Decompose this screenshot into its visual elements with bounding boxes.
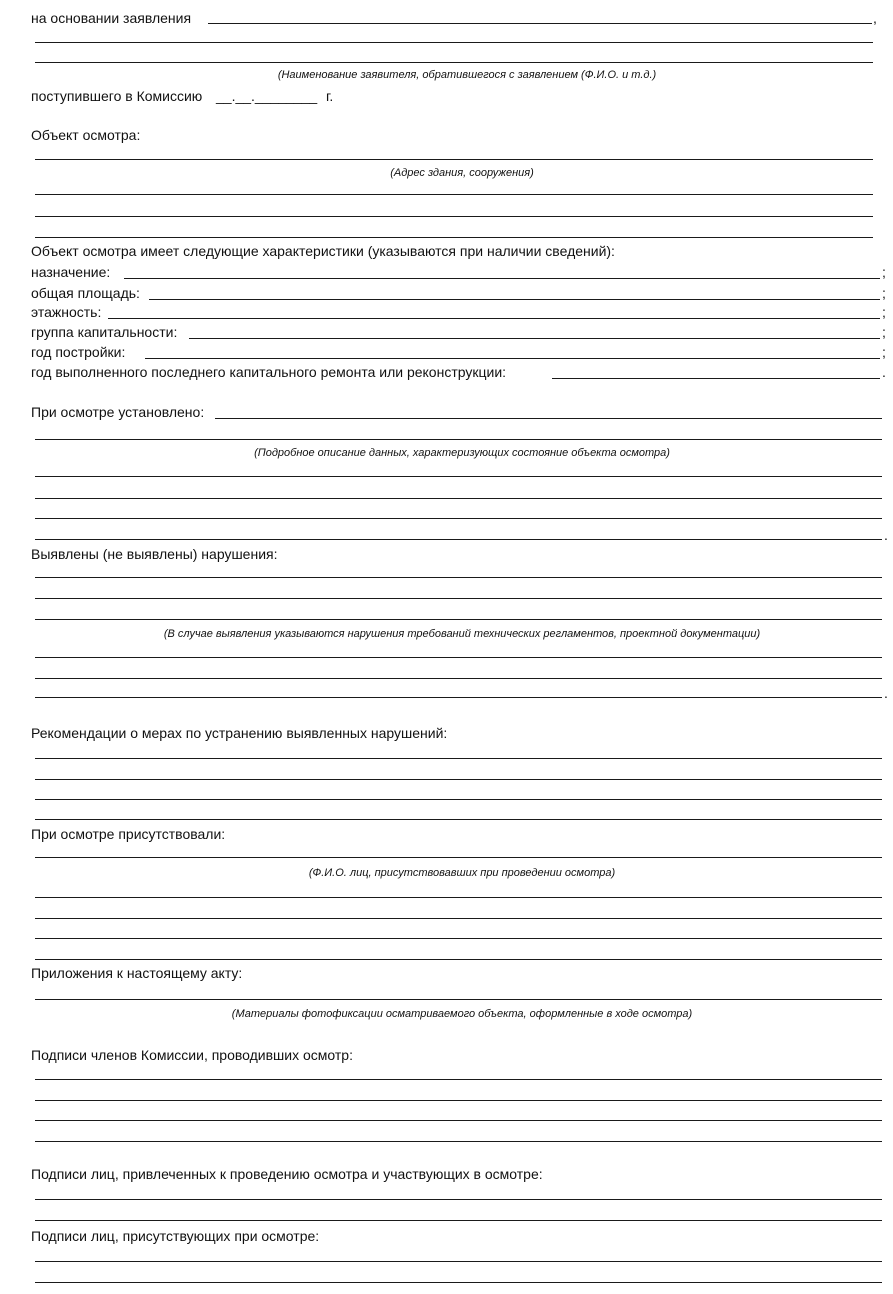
build-year-line[interactable] xyxy=(145,358,880,359)
present-signatures-label: Подписи лиц, присутствующих при осмотре: xyxy=(31,1228,320,1244)
recommendations-line[interactable] xyxy=(35,779,882,780)
condition-line[interactable] xyxy=(35,498,882,499)
established-line[interactable] xyxy=(35,439,882,440)
received-label: поступившего в Комиссию xyxy=(31,88,203,104)
established-line[interactable] xyxy=(215,418,882,419)
commission-signature-line[interactable] xyxy=(35,1120,882,1121)
established-label: При осмотре установлено: xyxy=(31,404,205,420)
attended-line[interactable] xyxy=(35,959,882,960)
condition-line[interactable] xyxy=(35,539,882,540)
condition-line[interactable] xyxy=(35,518,882,519)
violations-caption: (В случае выявления указываются нарушения требований технических регламентов, проектной документации) xyxy=(163,628,761,640)
repair-year-label: год выполненного последнего капитального ремонта или реконструкции: xyxy=(31,364,507,380)
area-label: общая площадь: xyxy=(31,285,140,301)
address-line[interactable] xyxy=(35,237,873,238)
violations-line[interactable] xyxy=(35,577,882,578)
attachments-caption: (Материалы фотофиксации осматриваемого объекта, оформленные в ходе осмотра) xyxy=(231,1008,693,1020)
purpose-line[interactable] xyxy=(124,278,880,279)
violations-line[interactable] xyxy=(35,657,882,658)
condition-line[interactable] xyxy=(35,476,882,477)
floors-label: этажность: xyxy=(31,304,102,320)
comma-mark: , xyxy=(873,10,877,26)
involved-signatures-label: Подписи лиц, привлеченных к проведению осмотра и участвующих в осмотре: xyxy=(31,1166,543,1182)
violations-line[interactable] xyxy=(35,619,882,620)
applicant-line[interactable] xyxy=(35,42,873,43)
floors-line[interactable] xyxy=(108,318,880,319)
address-caption: (Адрес здания, сооружения) xyxy=(390,167,534,179)
capital-group-label: группа капитальности: xyxy=(31,324,178,340)
attended-line[interactable] xyxy=(35,938,882,939)
semicolon-mark: ; xyxy=(882,264,886,280)
recommendations-line[interactable] xyxy=(35,799,882,800)
recommendations-line[interactable] xyxy=(35,819,882,820)
characteristics-intro: Объект осмотра имеет следующие характеристики (указываются при наличии сведений): xyxy=(31,243,615,259)
semicolon-mark: ; xyxy=(882,324,886,340)
object-label: Объект осмотра: xyxy=(31,127,141,143)
period-mark: . xyxy=(882,364,886,380)
semicolon-mark: ; xyxy=(882,344,886,360)
area-line[interactable] xyxy=(149,299,880,300)
semicolon-mark: ; xyxy=(882,285,886,301)
violations-line[interactable] xyxy=(35,697,882,698)
applicant-line[interactable] xyxy=(35,62,873,63)
applicant-line[interactable] xyxy=(208,23,872,24)
condition-caption: (Подробное описание данных, характеризующих состояние объекта осмотра) xyxy=(254,447,670,459)
involved-signature-line[interactable] xyxy=(35,1199,882,1200)
attended-caption: (Ф.И.О. лиц, присутствовавших при проведении осмотра) xyxy=(308,867,616,879)
build-year-label: год постройки: xyxy=(31,344,126,360)
present-signature-line[interactable] xyxy=(35,1282,882,1283)
commission-signatures-label: Подписи членов Комиссии, проводивших осмотр: xyxy=(31,1047,353,1063)
commission-signature-line[interactable] xyxy=(35,1100,882,1101)
capital-group-line[interactable] xyxy=(189,338,880,339)
attended-label: При осмотре присутствовали: xyxy=(31,826,226,842)
involved-signature-line[interactable] xyxy=(35,1220,882,1221)
received-date-field[interactable]: __.__.________ xyxy=(216,88,318,104)
recommendations-label: Рекомендации о мерах по устранению выявленных нарушений: xyxy=(31,725,448,741)
basis-label: на основании заявления xyxy=(31,10,192,26)
commission-signature-line[interactable] xyxy=(35,1079,882,1080)
present-signature-line[interactable] xyxy=(35,1261,882,1262)
violations-label: Выявлены (не выявлены) нарушения: xyxy=(31,546,278,562)
period-mark: . xyxy=(884,685,888,701)
purpose-label: назначение: xyxy=(31,264,111,280)
attended-line[interactable] xyxy=(35,857,882,858)
commission-signature-line[interactable] xyxy=(35,1141,882,1142)
repair-year-line[interactable] xyxy=(552,378,880,379)
recommendations-line[interactable] xyxy=(35,758,882,759)
violations-line[interactable] xyxy=(35,678,882,679)
period-mark: . xyxy=(884,527,888,543)
attachments-label: Приложения к настоящему акту: xyxy=(31,965,243,981)
attended-line[interactable] xyxy=(35,918,882,919)
address-line[interactable] xyxy=(35,159,873,160)
applicant-caption: (Наименование заявителя, обратившегося с заявлением (Ф.И.О. и т.д.) xyxy=(277,69,657,81)
violations-line[interactable] xyxy=(35,598,882,599)
address-line[interactable] xyxy=(35,216,873,217)
semicolon-mark: ; xyxy=(882,304,886,320)
attended-line[interactable] xyxy=(35,897,882,898)
address-line[interactable] xyxy=(35,194,873,195)
attachments-line[interactable] xyxy=(35,999,882,1000)
year-suffix: г. xyxy=(326,88,334,104)
